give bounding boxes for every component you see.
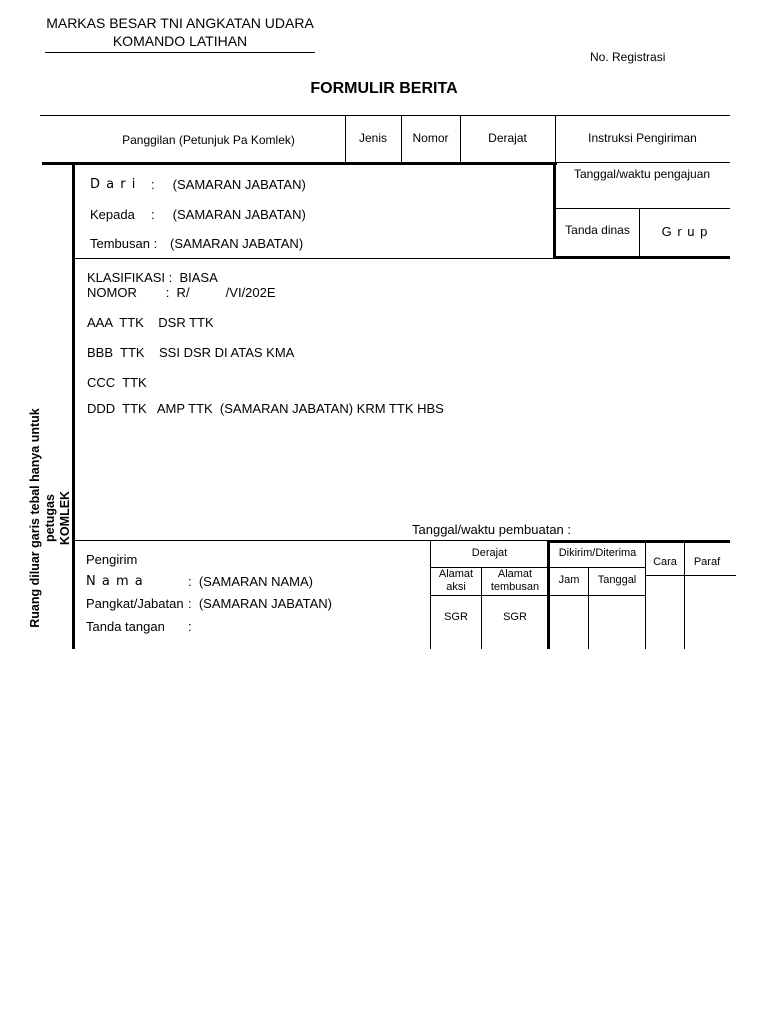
message-line-ddd: DDD TTK AMP TTK (SAMARAN JABATAN) KRM TTK HBS	[87, 401, 444, 416]
sgr-tembusan: SGR	[503, 611, 527, 623]
org-underline	[45, 52, 315, 53]
paraf-header: Paraf	[693, 556, 721, 568]
alamat-aksi-line-2: aksi	[446, 581, 466, 593]
org-line-2: KOMANDO LATIHAN	[112, 33, 248, 49]
side-note-line-1: Ruang diluar garis tebal hanya untuk petugas	[28, 408, 57, 628]
tanda-tangan-value: :	[188, 619, 192, 634]
header-table-top-line	[40, 115, 730, 116]
col-nomor: Nomor	[412, 131, 449, 145]
alamat-aksi-header	[431, 568, 481, 594]
tanda-dinas: Tanda dinas	[565, 223, 630, 237]
kepada-label: Kepada	[90, 207, 135, 222]
registration-label: No. Registrasi	[590, 50, 666, 64]
dari-label: D a r i	[90, 177, 137, 192]
tembusan-value: (SAMARAN JABATAN)	[170, 236, 304, 251]
pangkat-value: : (SAMARAN JABATAN)	[188, 596, 332, 611]
alamat-aksi-line-1: Alamat	[438, 568, 474, 580]
dikirim-diterima-header: Dikirim/Diterima	[558, 547, 637, 559]
side-note-line-2: KOMLEK	[58, 490, 72, 546]
pengirim-label: Pengirim	[86, 552, 138, 567]
divider	[430, 595, 548, 596]
klasifikasi: KLASIFIKASI : BIASA	[87, 270, 218, 285]
alamat-tembusan-line-2: tembusan	[490, 581, 540, 593]
tanda-tangan-label: Tanda tangan	[86, 619, 165, 634]
jam-header: Jam	[558, 574, 580, 586]
address-bottom-line	[75, 258, 553, 259]
col-jenis: Jenis	[358, 131, 387, 145]
pangkat-label: Pangkat/Jabatan	[86, 596, 184, 611]
grup: G r u p	[661, 224, 709, 239]
message-line-ccc: CCC TTK	[87, 375, 147, 390]
cara-header: Cara	[653, 556, 677, 568]
divider	[550, 595, 645, 596]
tanggal-pembuatan: Tanggal/waktu pembuatan :	[412, 522, 571, 537]
divider	[550, 567, 645, 568]
col-panggilan: Panggilan (Petunjuk Pa Komlek)	[122, 133, 295, 147]
message-line-aaa: AAA TTK DSR TTK	[87, 315, 214, 330]
derajat-header: Derajat	[471, 547, 508, 559]
nama-value: : (SAMARAN NAMA)	[188, 574, 313, 589]
divider	[645, 575, 736, 576]
tanggal-pengajuan: Tanggal/waktu pengajuan	[573, 167, 711, 181]
col-derajat: Derajat	[488, 131, 527, 145]
alamat-tembusan-line-1: Alamat	[497, 568, 533, 580]
kepada-value: : (SAMARAN JABATAN)	[151, 207, 306, 222]
divider	[555, 162, 730, 163]
thick-divider	[553, 256, 730, 259]
nomor-line: NOMOR : R/ /VI/202E	[87, 285, 276, 300]
message-bottom-line	[75, 540, 550, 541]
thick-divider	[547, 540, 730, 543]
alamat-tembusan-header	[482, 568, 548, 594]
divider	[555, 208, 730, 209]
col-instruksi: Instruksi Pengiriman	[588, 131, 697, 145]
tembusan-label: Tembusan :	[90, 236, 158, 251]
sgr-aksi: SGR	[444, 611, 468, 623]
message-line-bbb: BBB TTK SSI DSR DI ATAS KMA	[87, 345, 295, 360]
dari-value: : (SAMARAN JABATAN)	[151, 177, 306, 192]
nama-label: N a m a	[86, 574, 144, 589]
tanggal-header: Tanggal	[597, 574, 637, 586]
form-title: FORMULIR BERITA	[310, 80, 458, 97]
org-line-1: MARKAS BESAR TNI ANGKATAN UDARA	[46, 15, 314, 31]
side-note	[28, 388, 72, 648]
thick-top-border	[42, 162, 557, 165]
